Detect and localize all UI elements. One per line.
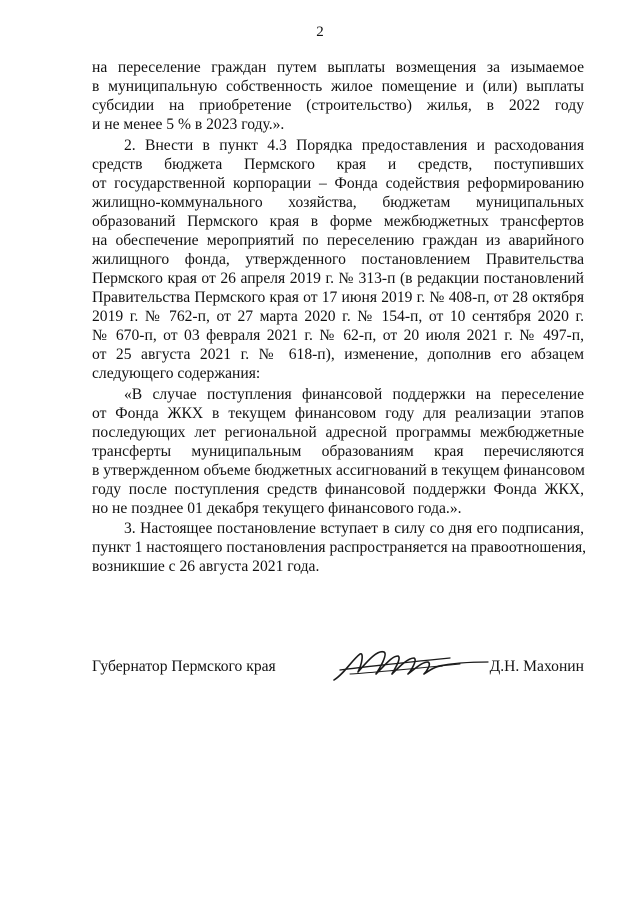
- text-line: от Фонда ЖКХ в текущем финансовом году для реализации этапов: [92, 405, 584, 422]
- text-line: от 25 августа 2021 г. № 618-п), изменение, дополнив его абзацем: [92, 346, 584, 363]
- text-line: «В случае поступления финансовой поддержки на переселение: [124, 386, 584, 403]
- text-line: средств бюджета Пермского края и средств, поступивших: [92, 156, 584, 173]
- text-line: трансферты муниципальным образованиям края перечисляются: [92, 443, 584, 460]
- text-line: последующих лет региональной адресной программы межбюджетные: [92, 424, 584, 441]
- text-line: но не позднее 01 декабря текущего финансового года.».: [92, 500, 462, 517]
- paragraph-continuation: [92, 58, 584, 134]
- text-line: от государственной корпорации – Фонда содействия реформированию: [92, 175, 584, 192]
- text-line: образований Пермского края в форме межбюджетных трансфертов: [92, 213, 584, 230]
- text-line: и не менее 5 % в 2023 году.».: [92, 116, 285, 133]
- paragraph-item-3: [92, 519, 587, 576]
- text-line: пункт 1 настоящего постановления распространяется на правоотношения,: [92, 539, 587, 556]
- text-line: на переселение граждан путем выплаты возмещения за изымаемое: [92, 59, 584, 76]
- page-number: 2: [316, 24, 324, 40]
- paragraph-item-2: [92, 136, 584, 383]
- text-line: 3. Настоящее постановление вступает в силу со дня его подписания,: [124, 520, 584, 537]
- text-line: жилищного фонда, утвержденного постановлением Правительства: [92, 251, 584, 268]
- text-line: году после поступления средств финансовой поддержки Фонда ЖКХ,: [92, 481, 584, 498]
- text-line: субсидии на приобретение (строительство) жилья, в 2022 году: [92, 97, 584, 114]
- text-line: следующего содержания:: [92, 365, 261, 382]
- text-line: в утвержденном объеме бюджетных ассигнований в текущем финансовом: [92, 462, 585, 479]
- signatory-name: Д.Н. Махонин: [489, 658, 584, 675]
- text-line: возникшие с 26 августа 2021 года.: [92, 558, 320, 575]
- text-line: жилищно-коммунального хозяйства, бюджетам муниципальных: [92, 194, 584, 211]
- text-line: 2019 г. № 762-п, от 27 марта 2020 г. № 154-п, от 10 сентября 2020 г.: [92, 308, 584, 325]
- text-line: на обеспечение мероприятий по переселению граждан из аварийного: [92, 232, 584, 249]
- text-line: Правительства Пермского края от 17 июня 2019 г. № 408-п, от 28 октября: [92, 289, 584, 306]
- text-line: Пермского края от 26 апреля 2019 г. № 313-п (в редакции постановлений: [92, 270, 584, 287]
- text-line: в муниципальную собственность жилое помещение и (или) выплаты: [92, 78, 584, 95]
- text-line: № 670-п, от 03 февраля 2021 г. № 62-п, от 20 июля 2021 г. № 497-п,: [92, 327, 584, 344]
- signature-block: [92, 652, 584, 684]
- quoted-paragraph: [92, 385, 584, 518]
- handwritten-signature: [330, 644, 490, 690]
- signatory-title: Губернатор Пермского края: [92, 658, 276, 675]
- text-line: 2. Внести в пункт 4.3 Порядка предоставления и расходования: [124, 137, 584, 154]
